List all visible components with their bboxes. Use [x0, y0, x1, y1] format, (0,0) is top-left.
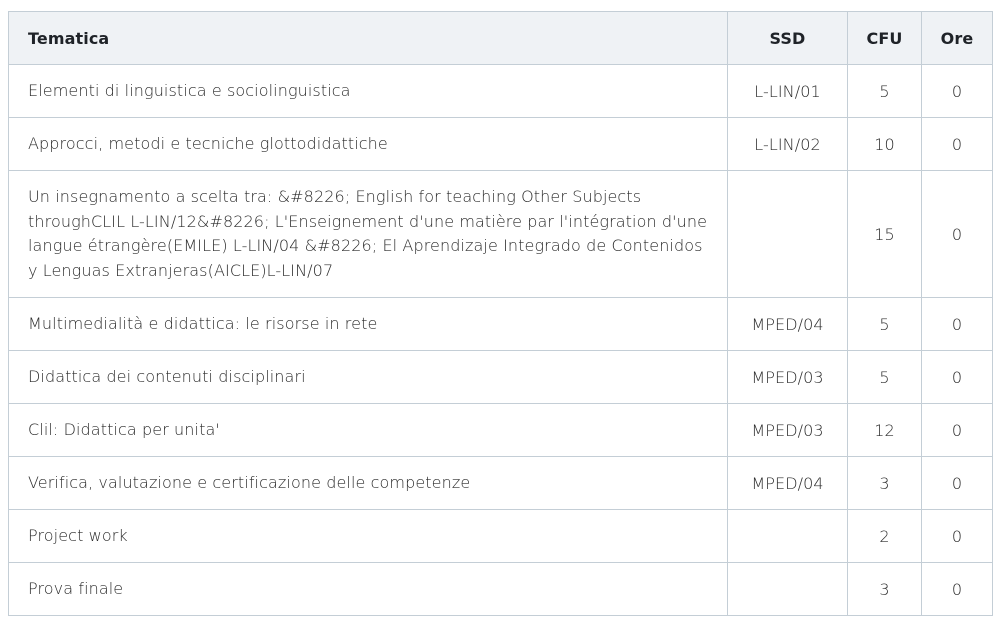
cell-cfu: 3	[848, 457, 922, 510]
cell-ssd: MPED/04	[728, 298, 848, 351]
cell-ssd	[728, 510, 848, 563]
cell-tematica: Project work	[9, 510, 728, 563]
cell-ssd: MPED/03	[728, 404, 848, 457]
header-cfu: CFU	[848, 12, 922, 65]
cell-ore: 0	[922, 298, 993, 351]
cell-cfu: 10	[848, 118, 922, 171]
cell-cfu: 5	[848, 351, 922, 404]
cell-cfu: 2	[848, 510, 922, 563]
cell-ore: 0	[922, 171, 993, 298]
cell-ssd: L-LIN/01	[728, 65, 848, 118]
table-row	[9, 298, 993, 351]
cell-tematica: Prova finale	[9, 563, 728, 616]
cell-ore: 0	[922, 65, 993, 118]
cell-tematica: Multimedialità e didattica: le risorse in rete	[9, 298, 728, 351]
table-row	[9, 563, 993, 616]
cell-cfu: 3	[848, 563, 922, 616]
header-tematica: Tematica	[9, 12, 728, 65]
cell-ssd	[728, 171, 848, 298]
table-row	[9, 510, 993, 563]
cell-cfu: 5	[848, 65, 922, 118]
cell-ore: 0	[922, 404, 993, 457]
cell-cfu: 12	[848, 404, 922, 457]
cell-tematica: Verifica, valutazione e certificazione delle competenze	[9, 457, 728, 510]
cell-ore: 0	[922, 457, 993, 510]
cell-tematica: Approcci, metodi e tecniche glottodidattiche	[9, 118, 728, 171]
cell-ore: 0	[922, 118, 993, 171]
header-ssd: SSD	[728, 12, 848, 65]
cell-cfu: 15	[848, 171, 922, 298]
cell-ore: 0	[922, 510, 993, 563]
header-row	[9, 12, 993, 65]
cell-ssd: L-LIN/02	[728, 118, 848, 171]
cell-ore: 0	[922, 563, 993, 616]
cell-ore: 0	[922, 351, 993, 404]
table-row	[9, 404, 993, 457]
table-row	[9, 171, 993, 298]
cell-tematica: Un insegnamento a scelta tra: &#8226; English for teaching Other Subjects throughCLIL L-LIN/12&#8226; L'Enseignement d'une matière par l'intégration d'une langue étrangère(EMILE) L-LIN/04 &#8226; El Aprendizaje Integrado de Contenidos y Lenguas Extranjeras(AICLE)L-LIN/07	[9, 171, 728, 298]
cell-tematica: Elementi di linguistica e sociolinguistica	[9, 65, 728, 118]
cell-ssd: MPED/04	[728, 457, 848, 510]
curriculum-table-container	[8, 11, 992, 616]
table-row	[9, 351, 993, 404]
cell-cfu: 5	[848, 298, 922, 351]
table-row	[9, 65, 993, 118]
table-header	[9, 12, 993, 65]
table-row	[9, 118, 993, 171]
cell-ssd	[728, 563, 848, 616]
header-ore: Ore	[922, 12, 993, 65]
table-row	[9, 457, 993, 510]
curriculum-table	[8, 11, 993, 616]
cell-tematica: Clil: Didattica per unita'	[9, 404, 728, 457]
cell-tematica: Didattica dei contenuti disciplinari	[9, 351, 728, 404]
table-body	[9, 65, 993, 616]
cell-ssd: MPED/03	[728, 351, 848, 404]
